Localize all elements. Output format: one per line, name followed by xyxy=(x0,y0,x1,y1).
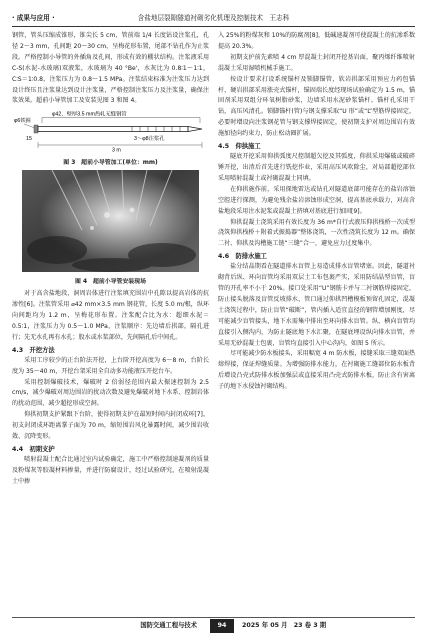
journal-name: 国防交通工程与技术 xyxy=(140,622,197,629)
holes-label: 3～φ8注浆孔 xyxy=(134,136,165,143)
section-heading: 4.6 防排水施工 xyxy=(218,253,267,261)
right-column xyxy=(218,31,415,393)
paragraph: 按设计要求打设系统锚杆及锁脚锚管，软岩拱部采用预应力药包锚杆，硬岩拱部采用涨壳式锚杆，锚固端长度经现场试验确定为 1.5 m，锚固剂采用双组分环氧树脂砂浆，边墙采用水泥砂浆锚杆。锚杆孔采用干钻，高压风清孔。锁脚锚杆(管)与钢支撑采取“U 形”或“L”型筋焊接固定，必要时增设向注浆钢花管与钢支撑焊接固定，使初期支护对周边围岩有效施加径向约束力，防止松动圈扩展。 xyxy=(218,75,415,138)
pipe-spec-label: φ42、壁厚3.5 mm热轧无缝钢管 xyxy=(52,111,127,118)
figure-4-caption: 图 4 超前小导管安装现场 xyxy=(75,279,146,286)
paragraph: 在仰拱施作前，采用探地雷达或钻孔对隧道底部可能存在的盐岩溶蚀空腔进行探测，为避免残余盐岩溶蚀形成空洞，提高基底承载力，对高含盐地段采用注水泥浆或混凝土挤填对基底进行加固[9]。 xyxy=(218,185,415,215)
hoop-label: φ6铁箍 xyxy=(14,118,31,125)
paragraph: 入 25%的粉煤灰和 10%的防腐剂[8]，低碱速凝剂可使混凝土的抗渗系数提高 20.3%。 xyxy=(218,32,415,50)
paragraph: 采用工序较少的正台阶法开挖，上台阶开挖高度为 6～8 m，台阶长度为 35～40 m，开挖台架采用全自动多功能液压开挖台车。 xyxy=(12,356,209,375)
paragraph: 仰拱初期支护紧跟下台阶，使得初期支护在最短时间内封闭成环[7]，初支封闭成环距离掌子面为 70 m，缩短围岩风化暴露时间，减少围岩收敛、沉降变形。 xyxy=(12,411,209,441)
section-heading: 4.3 开挖方法 xyxy=(12,346,55,354)
paragraph: 初期支护前先素喷 4 cm 厚混凝土封闭开挖基岩面，聚丙烯纤维喷射混凝土采用湿喷机械手施工。 xyxy=(218,53,415,72)
paragraph: 隧底开挖采用仰拱弧度尺控制超欠挖及其弧度，仰拱采用爆破或破碎锤开挖，出渣后首先进行铣挖作业，采用高压风吹除尘，对局部超挖部位采用喷射混凝土或衬砌混凝土同填。 xyxy=(218,153,415,182)
length-label: 3 m xyxy=(112,147,121,154)
figure-4 xyxy=(12,170,209,287)
figure-3-caption: 图 3 超前小导管加工(单位：mm) xyxy=(63,160,158,167)
issue-date: 2025 年 05 月 23 卷 3 期 xyxy=(242,622,327,629)
paragraph: 尽可能减少防水板接头，采用幅宽 4 m 防水板，接缝采取三缝双面热熔焊接，保证焊缝质量。为增强防排水能力，在衬砌施工缝部位防水板背后增设凸壳式防排水板加强层或直接采用凸壳式防排水板，防止含有害离子的地下水侵蚀衬砌结构。 xyxy=(218,350,415,391)
page-footer xyxy=(12,619,415,633)
pipe-tip xyxy=(188,127,202,132)
figure-3 xyxy=(12,109,209,168)
paragraph: 仰拱混凝土浇筑采用有效长度为 36 m*自行式液压仰拱栈桥一次成型浇筑仰拱栈桥＋附着式振捣器”整体浇筑，一次性浇筑长度为 12 m。确保二衬、仰拱及沟槽施工链“三缝”合一，避免应力过度集中。 xyxy=(218,218,415,248)
paragraph: 对于高含盐地段，洞周岩体进行注浆填充围岩中孔隙以提高岩体的抗渗性[6]。注浆管采用 ⌀42 mm×3.5 mm 钢花管，长度 5.0 m/根，纵环向间距均为 1.2 m，呈梅花形布置。注浆配合比为水：超细水泥＝0.5∶1，注浆压力为 0.5～1.0 MPa，注浆顺序：先边墙后拱部，隔孔进行；先无水孔再有水孔；股水或水浆部位，先间隔孔后中间孔。 xyxy=(12,290,209,341)
section-heading: 4.5 仰拱施工 xyxy=(218,143,261,151)
paragraph: 喷射混凝土配合比通过室内试验确定，施工中严格控制速凝剂的质量及粉煤灰等胶凝材料掺量，并进行防腐设计，经过试验研究，在喷射混凝土中掺 xyxy=(12,455,209,485)
header-rule xyxy=(12,26,415,27)
section-label: · 成果与应用 · xyxy=(12,14,55,22)
article-title: 含盐地层裂隙隧道衬砌劣化机理及控制技术 王志科 xyxy=(137,14,290,22)
steel-pipe xyxy=(38,127,188,132)
paragraph: 盐分结晶期看在隧道排水盲管上易造成排水盲管堵塞。因此，隧道衬砌背后纵、环向盲管均采用双层土工布包裹严实，采用防结晶型盲管，盲管的开孔率不小于 20%。接口处采用“U”钢筋卡并与二衬钢筋焊接固定，防止接头脱落及盲管反坡排水，管口通过仰拱凹槽模板预留孔固定，混凝土浇筑过程中，防止盲管“破断”，管内插入适宜直径的钢管增加刚度，尽可能减少盲管接头，地下水需集中排出至环向排水盲管。纵、横向盲管均直接引入侧沟内，为防止隧底地下水汇聚，在隧底埋设纵向排水盲管，并采用无砂混凝土包裹，盲管均直接引入中心沟内，如图 5 所示。 xyxy=(218,263,415,347)
left-column xyxy=(12,31,209,488)
footer-rule xyxy=(12,617,415,618)
spacing-label: 15 xyxy=(26,136,32,143)
iron-hoop xyxy=(34,125,38,133)
site-photo xyxy=(12,170,209,272)
paragraph: 钢管，管头压缩成锥形，锥尖长 5 cm，管前端 1/4 长度钻设注浆孔，孔径 2～3 mm，孔间距 20～30 cm，呈梅花形布置，尾部不钻孔作为止浆段。严格控制小导管的外插角及孔间，形成有效的棚状结构。注浆液采用 C-S(水泥-水玻璃)双液浆，水玻璃为 40 °Be'，水灰比为 0.8∶1～1∶1，C∶S＝1∶0.8，注浆压力为 0.8～1.5 MPa。注浆结束标准为注浆压力达到设计终压且注浆量达到设计注浆量，严格控制注浆压力及注浆量，确保注浆效果。超前小导管加工及安装见图 3 和图 4。 xyxy=(12,32,209,105)
section-heading: 4.4 初期支护 xyxy=(12,445,55,453)
paragraph: 采用控制爆破技术，爆破时 2 倍弱径范围内最大振速控制为 2.5 cm/s，减少爆破对周边围岩的扰动次数及避免爆破对地下水系、控制岩体的扰动范围，减少超挖形成空洞。 xyxy=(12,378,209,408)
pipe-diagram xyxy=(12,109,209,153)
page-number: 94 xyxy=(210,619,234,633)
running-header xyxy=(12,12,415,24)
